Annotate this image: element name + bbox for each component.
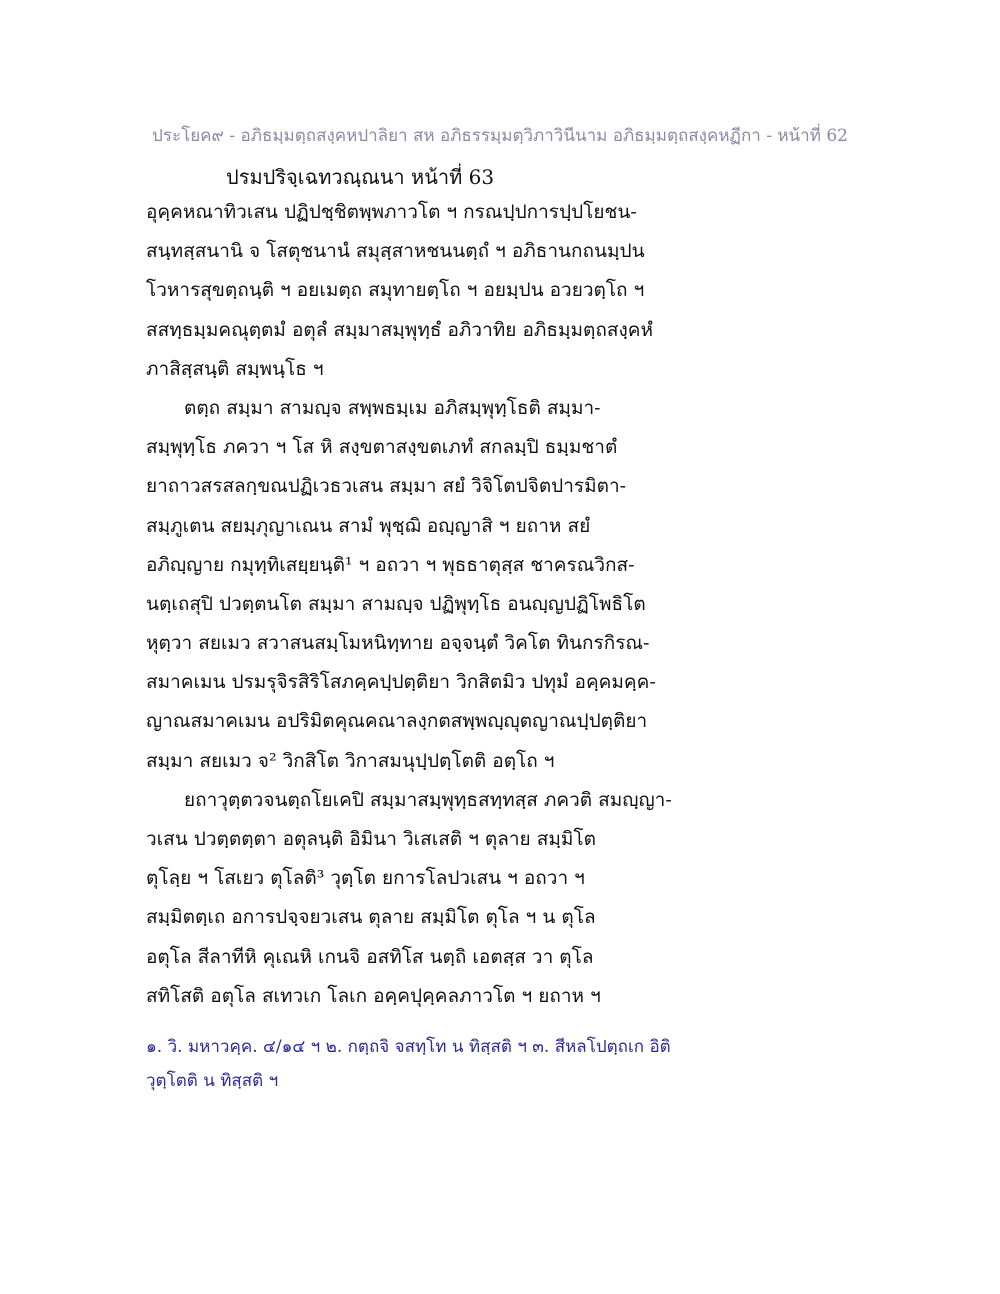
body-line: สสทฺธมฺมคณุตฺตมํ อตุลํ สมฺมาสมฺพุทฺธํ อภิวาทิย อภิธมฺมตฺถสงฺคหํ — [146, 318, 653, 341]
body-line: วเสน ปวตฺตตฺตา อตุลนฺติ อิมินา วิเสเสติ ฯ ตุลาย สมฺมิโต — [146, 828, 596, 850]
body-line: นตฺเถสุปิ ปวตฺตนโต สมฺมา สามญฺจ ปฏิพุทฺโธ อนญฺญปฏิโพธิโต — [146, 592, 646, 615]
body-line: ยาถาวสรสลกฺขณปฏิเวธวเสน สมฺมา สยํ วิจิโตปจิตปารมิตา- — [146, 475, 627, 498]
body-line: ตุโลฺย ฯ โสเยว ตุโลติ³ วุตฺโต ยการโลปวเสน ฯ อถวา ฯ — [146, 867, 585, 890]
body-line: อภิญฺญาย กมุทฺทิเสยฺยนฺติ¹ ฯ อถวา ฯ พุธธาตุสฺส ชาครณวิกส- — [146, 553, 635, 576]
body-line: สมฺพุทฺโธ ภควา ฯ โส หิ สงฺขตาสงฺขตเภทํ สกลมฺปิ ธมฺมชาตํ — [146, 436, 618, 459]
footnote-line: ๑. วิ. มหาวคฺค. ๔/๑๔ ฯ ๒. กตฺถจิ จสทฺโท น ทิสฺสติ ฯ ๓. สีหลโปตฺถเก อิติ — [146, 1037, 671, 1057]
body-line: สนฺทสฺสนานิ จ โสตุชนานํ สมุสฺสาหชนนตฺถํ ฯ อภิธานกถนมฺปน — [146, 240, 645, 263]
running-header: ประโยค๙ - อภิธมฺมตฺถสงฺคหปาลิยา สห อภิธรรมฺมตฺวิภาวินีนาม อภิธมฺมตฺถสงฺคหฏีกา - หน้าที่ 62 — [152, 126, 848, 146]
body-line: ยถาวุตฺตวจนตฺถโยเคปิ สมฺมาสมฺพุทฺธสทฺทสฺส ภควติ สมญฺญา- — [184, 788, 672, 811]
body-line: ญาณสมาคเมน อปริมิตคุณคณาลงฺกตสพฺพญฺญุตญาณปฺปตฺติยา — [146, 710, 648, 733]
body-line: ภาสิสฺสนฺติ สมฺพนฺโธ ฯ — [146, 357, 324, 380]
body-line: สมาคเมน ปรมรุจิรสิริโสภคฺคปฺปตฺติยา วิกสิตมิว ปทุมํ อคฺคมคฺค- — [146, 671, 656, 694]
footnote-line: วุตฺโตติ น ทิสฺสติ ฯ — [146, 1071, 279, 1091]
footnotes — [146, 1030, 706, 1098]
section-title: ปรมปริจฺเฉทวณฺณนา หน้าที่ 63 — [226, 165, 495, 189]
body-line: สมฺภูเตน สยมฺภุญาเณน สามํ พุชฺฌิ อญฺญาสิ ฯ ยถาห สยํ — [146, 514, 591, 537]
body-line: โวหารสุขตฺถนฺติ ฯ อยเมตฺถ สมุทายตฺโถ ฯ อยมฺปน อวยวตฺโถ ฯ — [146, 279, 645, 302]
body-line: สทิโสติ อตุโล สเทวเก โลเก อคฺคปุคฺคลภาวโต ฯ ยถาห ฯ — [146, 984, 601, 1007]
body-line: อตุโล สีลาทีหิ คุเณหิ เกนจิ อสทิโส นตฺถิ เอตสฺส วา ตุโล — [146, 945, 594, 968]
body-line: หุตฺวา สยเมว สวาสนสมฺโมหนิทฺทาย อจฺจนฺตํ วิคโต ทินกรกิรณ- — [146, 632, 650, 655]
body-text — [146, 193, 706, 1016]
body-line: สมฺมิตตฺเถ อการปจฺจยวเสน ตุลาย สมฺมิโต ตุโล ฯ น ตุโล — [146, 906, 596, 929]
body-line: อุคฺคหณาทิวเสน ปฏิปชฺชิตพฺพภาวโต ฯ กรณปฺปการปฺปโยชน- — [146, 201, 637, 223]
body-line: ตตฺถ สมฺมา สามญฺจ สพฺพธมฺเม อภิสมฺพุทฺโธติ สมฺมา- — [184, 396, 601, 419]
body-line: สมฺมา สยเมว จ² วิกสิโต วิกาสมนุปฺปตฺโตติ อตฺโถ ฯ — [146, 749, 555, 772]
